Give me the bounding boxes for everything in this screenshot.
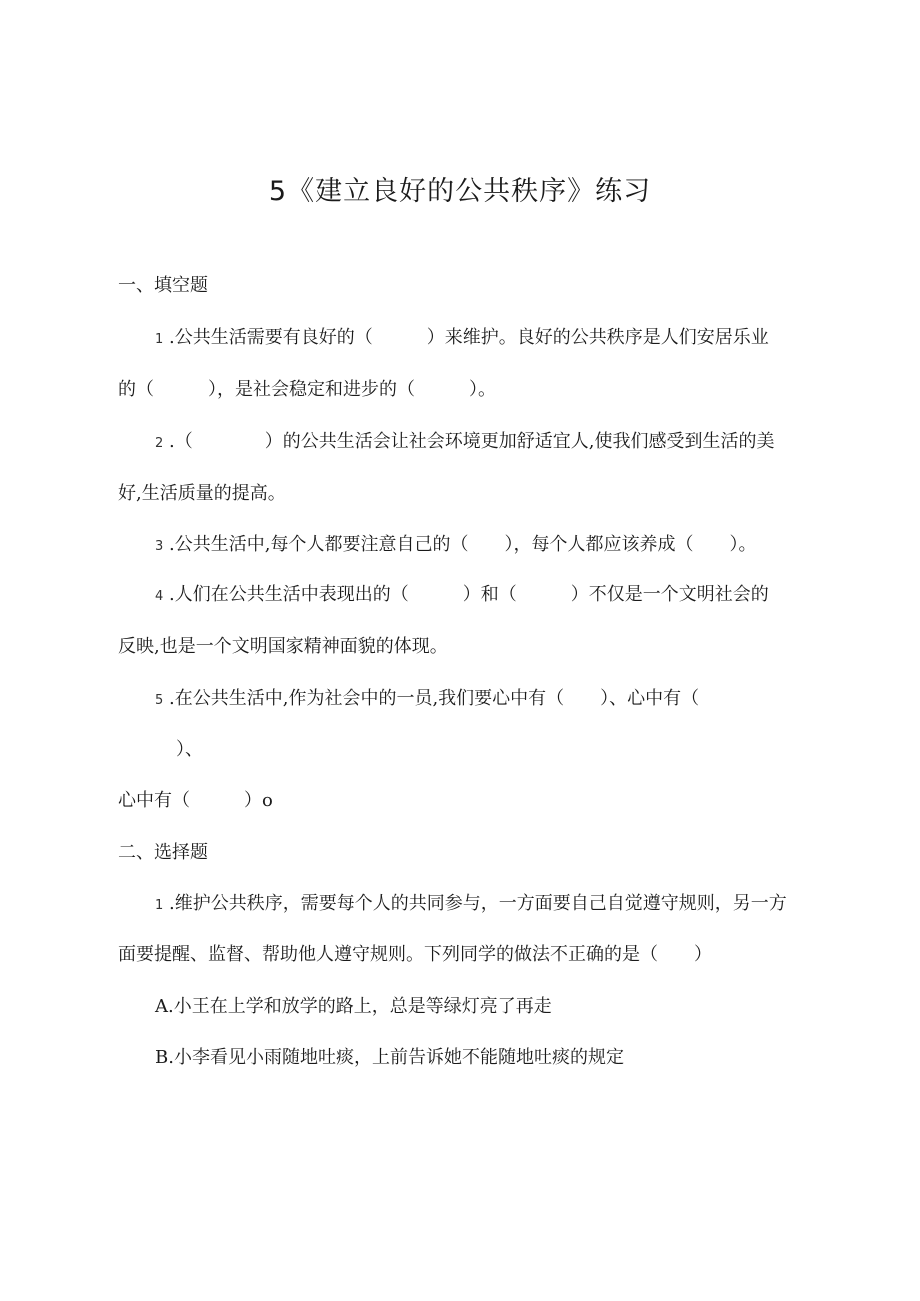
question-number: 1 — [155, 898, 164, 913]
question-text: .维护公共秩序，需要每个人的共同参与，一方面要自己自觉遵守规则，另一方 — [163, 893, 787, 914]
question-2-line-2: 好,生活质量的提高。 — [118, 483, 286, 504]
question-number: 1 — [155, 332, 164, 347]
section-heading-choice: 二、选择题 — [118, 842, 208, 863]
question-5-line-2: ）、 — [176, 739, 203, 760]
question-3-line-1 — [155, 532, 756, 560]
question-5-line-1 — [155, 686, 699, 714]
question-number: 3 — [155, 539, 164, 554]
question-text: .在公共生活中,作为社会中的一员,我们要心中有（ ）、心中有（ — [163, 688, 700, 709]
question-4-line-2: 反映,也是一个文明国家精神面貌的体现。 — [118, 636, 448, 657]
question-1-line-2: 的（ ），是社会稳定和进步的（ ）。 — [118, 379, 496, 400]
question-text: .公共生活需要有良好的（ ）来维护。良好的公共秩序是人们安居乐业 — [163, 327, 769, 348]
question-text: .（ ）的公共生活会让社会环境更加舒适宜人,使我们感受到生活的美 — [163, 431, 775, 452]
question-5-line-3: 心中有（ ）o — [118, 790, 273, 811]
question-4-line-1 — [155, 582, 769, 610]
option-b: B.小李看见小雨随地吐痰，上前告诉她不能随地吐痰的规定 — [155, 1047, 624, 1068]
question-1-line-1 — [155, 325, 769, 353]
question-2-line-1 — [155, 429, 774, 457]
question-text: .公共生活中,每个人都要注意自己的（ ），每个人都应该养成（ ）。 — [163, 534, 757, 555]
question-text: .人们在公共生活中表现出的（ ）和（ ）不仅是一个文明社会的 — [163, 584, 769, 605]
question-number: 4 — [155, 589, 164, 604]
choice-question-1-line-1 — [155, 891, 787, 919]
question-number: 2 — [155, 436, 164, 451]
question-number: 5 — [155, 693, 164, 708]
option-a: A.小王在上学和放学的路上，总是等绿灯亮了再走 — [155, 996, 552, 1017]
page-title: 5《建立良好的公共秩序》练习 — [268, 176, 652, 207]
choice-question-1-line-2: 面要提醒、监督、帮助他人遵守规则。下列同学的做法不正确的是（ ） — [118, 944, 712, 965]
section-heading-fill-blank: 一、填空题 — [118, 275, 208, 296]
